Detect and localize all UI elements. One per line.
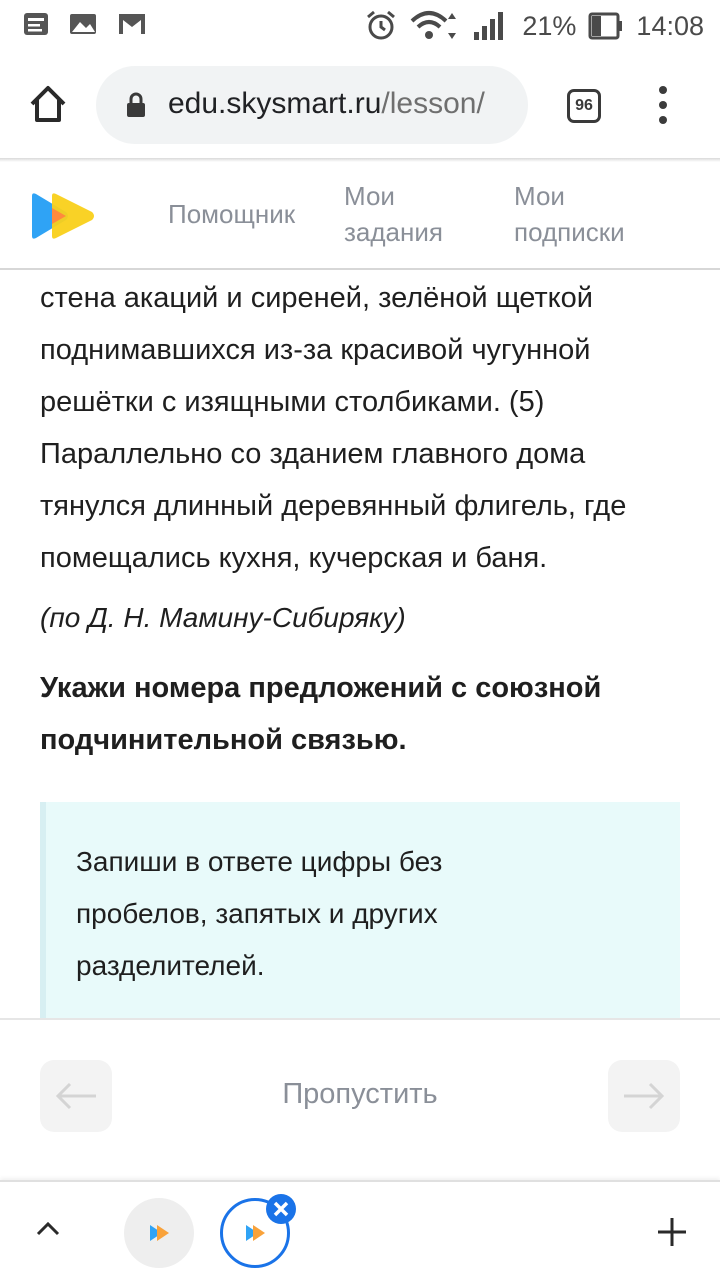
- task-question: Укажи номера предложений с союзной подчинительной связью.: [40, 672, 602, 756]
- close-icon: [266, 1194, 296, 1224]
- arrow-left-icon: [40, 1060, 112, 1132]
- nav-assistant-label: Помощник: [168, 199, 296, 229]
- tab-switcher-button[interactable]: 96: [567, 89, 601, 123]
- text-paragraph: стена акаций и сиреней, зелёной щеткой поднимавшихся из-за красивой чугунной решётки с изящными столбиками. (5) Параллельно со зданием главного дома тянулся длинный деревянный флигель, где помещались кухня, кучерская и баня.: [40, 282, 627, 574]
- close-tab-button[interactable]: [266, 1194, 296, 1224]
- url-text: [168, 87, 485, 121]
- lesson-content: [40, 272, 690, 766]
- browser-toolbar: [0, 52, 720, 160]
- address-bar[interactable]: [96, 66, 528, 144]
- previous-button[interactable]: [40, 1060, 112, 1132]
- nav-my-tasks-line2: задания: [344, 217, 443, 247]
- url-path: /lesson/: [381, 87, 485, 120]
- plus-icon[interactable]: [656, 1216, 688, 1248]
- wifi-icon: [410, 9, 460, 43]
- url-domain: edu.skysmart.ru: [168, 87, 382, 120]
- nav-my-tasks-line1: Мои: [344, 181, 395, 211]
- site-header: [0, 162, 720, 270]
- chevron-up-icon[interactable]: [34, 1218, 62, 1238]
- lock-icon: [126, 92, 146, 118]
- news-icon: [22, 10, 50, 38]
- text-source: (по Д. Н. Мамину-Сибиряку): [40, 602, 406, 633]
- skip-button[interactable]: Пропустить: [282, 1078, 438, 1110]
- battery-icon: [588, 11, 624, 41]
- browser-tab[interactable]: [124, 1198, 194, 1268]
- status-bar: [0, 0, 720, 52]
- menu-icon[interactable]: [656, 86, 670, 126]
- nav-my-subscriptions-line1: Мои: [514, 181, 565, 211]
- nav-my-subscriptions-line2: подписки: [514, 217, 625, 247]
- alarm-icon: [364, 9, 398, 43]
- arrow-right-icon: [608, 1060, 680, 1132]
- skysmart-favicon: [124, 1198, 194, 1268]
- nav-my-subscriptions[interactable]: [514, 178, 625, 250]
- signal-icon: [472, 10, 506, 42]
- skysmart-logo[interactable]: [30, 192, 96, 240]
- battery-percent: 21%: [522, 10, 577, 41]
- gallery-icon: [68, 10, 98, 38]
- nav-assistant[interactable]: [168, 196, 295, 232]
- next-button[interactable]: [608, 1060, 680, 1132]
- hint-text: Запиши в ответе цифры без пробелов, запятых и других разделителей.: [76, 846, 443, 981]
- home-icon[interactable]: [26, 82, 70, 126]
- nav-my-tasks[interactable]: [344, 178, 443, 250]
- lesson-action-bar: [0, 1018, 720, 1178]
- browser-tab-strip: [0, 1180, 720, 1280]
- clock: 14:08: [636, 10, 704, 41]
- gmail-icon: [116, 11, 148, 37]
- hint-box: [40, 802, 680, 1018]
